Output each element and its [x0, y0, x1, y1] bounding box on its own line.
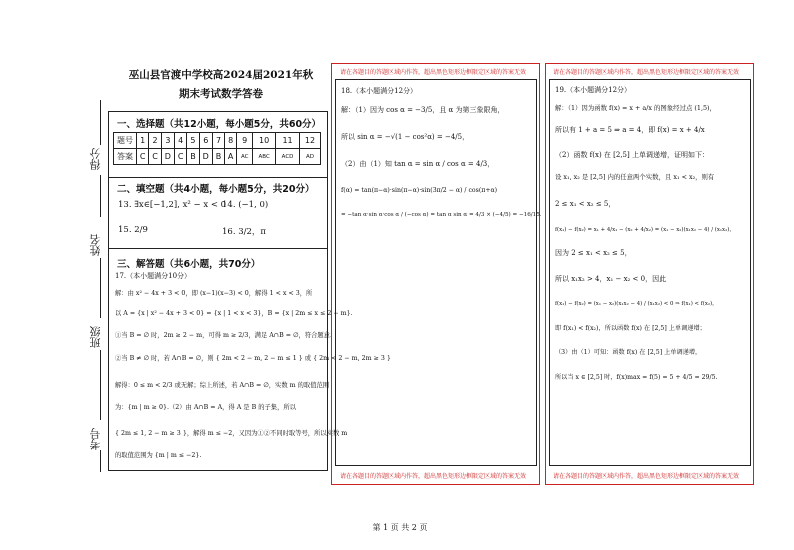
fill-answer-15: 15. 2/9: [118, 225, 148, 235]
answer-cell: AC: [237, 149, 253, 165]
answer-line: 17.（本小题满分10分）: [115, 272, 192, 280]
answer-line: 2 ≤ x₁ < x₂ ≤ 5，: [555, 200, 616, 208]
answer-line: { 2m ≤ 1, 2 − m ≥ 3 }，解得 m ≤ −2，又因为①②不同时取等号，所以实数 m: [115, 430, 348, 437]
region-warning-top: 请在各题目的答题区域内作答，超出黑色矩形边框限定区域的答案无效: [340, 69, 527, 76]
row-label-no: 题号: [114, 133, 137, 149]
q17-answer: [115, 271, 391, 459]
score-line-lower: [100, 175, 101, 217]
q-number: 1: [137, 133, 149, 149]
answer-line: 为：{m | m ≥ 0}.（2）由 A∩B = A，得 A 是 B 的子集，所以: [115, 404, 296, 411]
q-number: 5: [187, 133, 199, 149]
section3-heading: 三、解答题（共6小题，共70分）: [117, 259, 261, 270]
fill-answer-16: 16. 3/2，π: [222, 227, 266, 237]
answer-line: 以 A = {x | x² − 4x + 3 < 0} = {x | 1 < x < 3}，B = {x | 2m ≤ x ≤ 2 − m}.: [115, 310, 353, 317]
answer-cell: C: [175, 149, 187, 165]
answer-cell: D: [161, 149, 174, 165]
answer-line: 所以当 x ∈ [2,5] 时，f(x)max = f(5) = 5 + 4/5 = 29/5.: [555, 374, 718, 381]
exam-title-line2: 期末考试数学答卷: [179, 88, 263, 100]
region-warning-top: 请在各题目的答题区域内作答，超出黑色矩形边框限定区域的答案无效: [553, 69, 740, 76]
answer-line: 解：由 x² − 4x + 3 < 0，即 (x−1)(x−3) < 0，解得 1 < x < 3，所: [115, 290, 313, 297]
answer-cell: C: [137, 149, 149, 165]
divider: [108, 177, 328, 178]
section2-heading: 二、填空题（共4小题，每小题5分，共20分）: [117, 184, 315, 195]
q-number: 3: [161, 133, 174, 149]
answer-line: （2）函数 f(x) 在 [2,5] 上单调递增，证明如下：: [555, 151, 709, 159]
q18-answer: [341, 86, 542, 218]
region-warning-bottom: 请在各题目的答题区域内作答，超出黑色矩形边框限定区域的答案无效: [340, 473, 527, 480]
q-number: 6: [199, 133, 212, 149]
answer-cell: AD: [299, 149, 320, 165]
answer-cell: ACD: [276, 149, 300, 165]
answer-line: 18.（本小题满分12分）: [341, 87, 418, 95]
answer-line: ①当 B = ∅ 时，2m ≥ 2 − m，可得 m ≥ 2/3，满足 A∩B = ∅，符合题意.: [115, 332, 332, 339]
q-number: 12: [299, 133, 320, 149]
answer-line: 19.（本小题满分12分）: [555, 86, 632, 94]
answer-cell: A: [225, 149, 237, 165]
answer-line: f(x₁) − f(x₂) = (x₁ − x₂)(x₁x₂ − 4) / (x₁x₂) < 0 ⇒ f(x₁) < f(x₂)，: [555, 301, 718, 307]
q-number: 2: [149, 133, 161, 149]
answer-line: 解：（1）因为函数 f(x) = x + a/x 的图象经过点 (1,5)，: [555, 104, 716, 112]
answer-line: （3）由（1）可知：函数 f(x) 在 [2,5] 上单调递增，: [555, 349, 702, 356]
answer-line: 即 f(x₁) < f(x₂)，所以函数 f(x) 在 [2,5] 上单调递增；: [555, 325, 706, 332]
exam-title-line1: 巫山县官渡中学校高2024届2021年秋: [128, 69, 314, 81]
answer-line: 的取值范围为 {m | m ≤ −2}.: [115, 452, 202, 459]
fill-answer-14: 14. (−1, 0): [222, 200, 269, 210]
answer-line: （2）由（1）知 tan α = sin α / cos α = 4/3，: [341, 160, 495, 168]
answer-line: f(α) = tan(π−α)·sin(π−α)·sin(3π/2 − α) / cos(π+α): [341, 187, 498, 194]
exam-no-label: 考号: [89, 428, 102, 450]
q-number: 11: [276, 133, 300, 149]
table-row-answers: [114, 149, 321, 165]
region-warning-bottom: 请在各题目的答题区域内作答，超出黑色矩形边框限定区域的答案无效: [553, 473, 740, 480]
answer-line: 设 x₁, x₂ 是 [2,5] 内的任意两个实数，且 x₁ < x₂，则有: [555, 173, 715, 181]
answer-line: 所以 sin α = −√(1 − cos²α) = −4/5，: [341, 133, 470, 141]
q-number: 10: [253, 133, 276, 149]
class-label: 班级: [89, 326, 102, 348]
score-line: [100, 100, 101, 145]
answer-cell: ABC: [253, 149, 276, 165]
divider: [108, 248, 328, 249]
class-line: [100, 350, 101, 420]
answer-line: 解：（1）因为 cos α = −3/5，且 α 为第三象限角，: [341, 106, 505, 114]
answer-line: ②当 B ≠ ∅ 时，若 A∩B = ∅，则 { 2m < 2 − m, 2 − m ≤ 1 } 或 { 2m < 2 − m, 2m ≥ 3 }: [115, 355, 391, 362]
q-number: 7: [212, 133, 224, 149]
answer-cell: C: [149, 149, 161, 165]
q-number: 9: [237, 133, 253, 149]
answer-line: 解得：0 ≤ m < 2/3 或无解；综上所述，若 A∩B = ∅，实数 m 的取值范围: [115, 382, 330, 389]
score-label: 得分: [89, 148, 102, 170]
page-number: 第 1 页 共 2 页: [372, 523, 428, 532]
answer-cell: B: [187, 149, 199, 165]
exam-no-line: [100, 450, 101, 472]
answer-cell: B: [212, 149, 224, 165]
answer-line: 因为 2 ≤ x₁ < x₂ ≤ 5，: [555, 249, 632, 257]
choice-answer-table: [113, 132, 321, 165]
row-label-ans: 答案: [114, 149, 137, 165]
name-label: 姓名: [89, 234, 102, 256]
q-number: 8: [225, 133, 237, 149]
answer-line: 所以有 1 + a = 5 ⇒ a = 4，即 f(x) = x + 4/x: [555, 126, 705, 134]
answer-line: 所以 x₁x₂ > 4，x₁ − x₂ < 0，因此: [555, 275, 667, 283]
section1-heading: 一、选择题（共12小题，每小题5分，共60分）: [117, 119, 322, 130]
fill-answer-13: 13. ∃x∈[−1,2], x² − x < 0: [118, 200, 227, 210]
q19-answer: [555, 85, 747, 381]
name-line: [100, 258, 101, 318]
answer-line: f(x₁) − f(x₂) = x₁ + 4/x₁ − (x₂ + 4/x₂) = (x₁ − x₂)(x₁x₂ − 4) / (x₁x₂)，: [555, 227, 735, 233]
q-number: 4: [175, 133, 187, 149]
answer-cell: D: [199, 149, 212, 165]
table-row-numbers: [114, 133, 321, 149]
answer-line: = −tan α·sin α·cos α / (−cos α) = tan α sin α = 4/3 × (−4/5) = −16/15.: [341, 212, 542, 218]
